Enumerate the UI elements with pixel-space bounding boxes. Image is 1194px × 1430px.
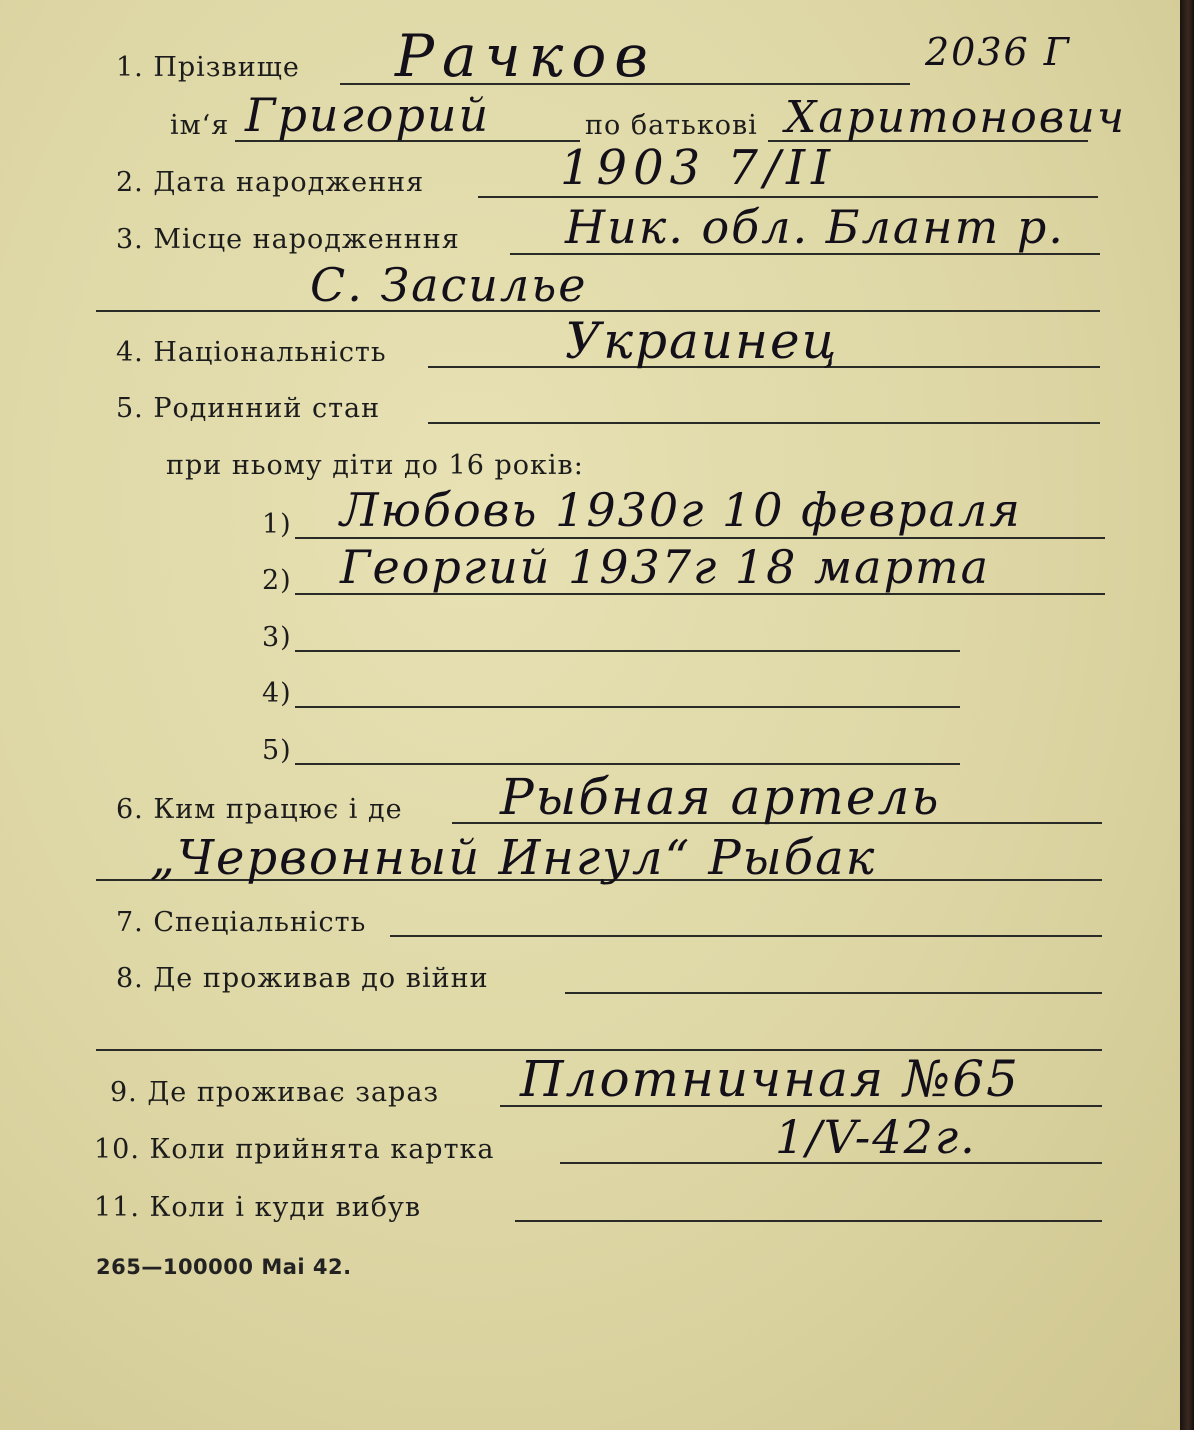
patronymic-label: по батькові — [585, 110, 758, 141]
child-line — [295, 763, 960, 765]
background-edge — [1180, 0, 1194, 1430]
record-number-handwritten: 2036 Г — [925, 30, 1071, 74]
child-number: 1) — [262, 509, 292, 540]
card-date-handwritten: 1/V-42г. — [775, 1110, 977, 1164]
child-number: 4) — [262, 678, 292, 709]
child-number: 2) — [262, 565, 292, 596]
child-number: 5) — [262, 735, 292, 766]
children-label: при ньому діти до 16 років: — [166, 450, 584, 481]
printer-imprint: 265—100000 Mai 42. — [96, 1255, 352, 1279]
birth-date-handwritten: 1903 7/II — [560, 140, 837, 196]
departure-line — [515, 1220, 1102, 1222]
nationality-label: 4. Національність — [116, 337, 387, 368]
name-handwritten: Григорий — [245, 88, 491, 142]
child-1-handwritten: Любовь 1930г 10 февраля — [340, 483, 1022, 537]
prewar-residence-label: 8. Де проживав до війни — [116, 963, 489, 994]
nationality-handwritten: Украинец — [565, 312, 839, 370]
patronymic-handwritten: Харитонович — [785, 92, 1127, 143]
work-handwritten: Рыбная артель — [500, 768, 941, 826]
card-accepted-label: 10. Коли прийнята картка — [94, 1134, 495, 1165]
prewar-residence-line — [565, 992, 1102, 994]
specialty-label: 7. Спеціальність — [116, 907, 367, 938]
specialty-line — [390, 935, 1102, 937]
child-line — [295, 706, 960, 708]
birth-place-handwritten: Ник. обл. Блант р. — [565, 200, 1065, 254]
child-2-handwritten: Георгий 1937г 18 марта — [340, 540, 991, 594]
child-line — [295, 650, 960, 652]
work-handwritten-2: „Червонный Ингул“ Рыбак — [150, 830, 877, 886]
birth-place-handwritten-2: С. Засилье — [310, 258, 588, 312]
departure-label: 11. Коли і куди вибув — [94, 1192, 422, 1223]
birth-place-label: 3. Місце народженння — [116, 224, 460, 255]
work-label: 6. Ким працює і де — [116, 794, 403, 825]
family-status-label: 5. Родинний стан — [116, 393, 381, 424]
birth-date-line — [478, 196, 1098, 198]
child-line — [295, 537, 1105, 539]
surname-label: 1. Прізвище — [116, 52, 300, 83]
current-residence-label: 9. Де проживає зараз — [110, 1077, 440, 1108]
current-residence-handwritten: Плотничная №65 — [520, 1050, 1020, 1108]
surname-handwritten: Рачков — [395, 22, 656, 90]
name-label: ім‘я — [170, 110, 230, 141]
birth-date-label: 2. Дата народження — [116, 167, 425, 198]
child-number: 3) — [262, 622, 292, 653]
family-status-line — [428, 422, 1100, 424]
